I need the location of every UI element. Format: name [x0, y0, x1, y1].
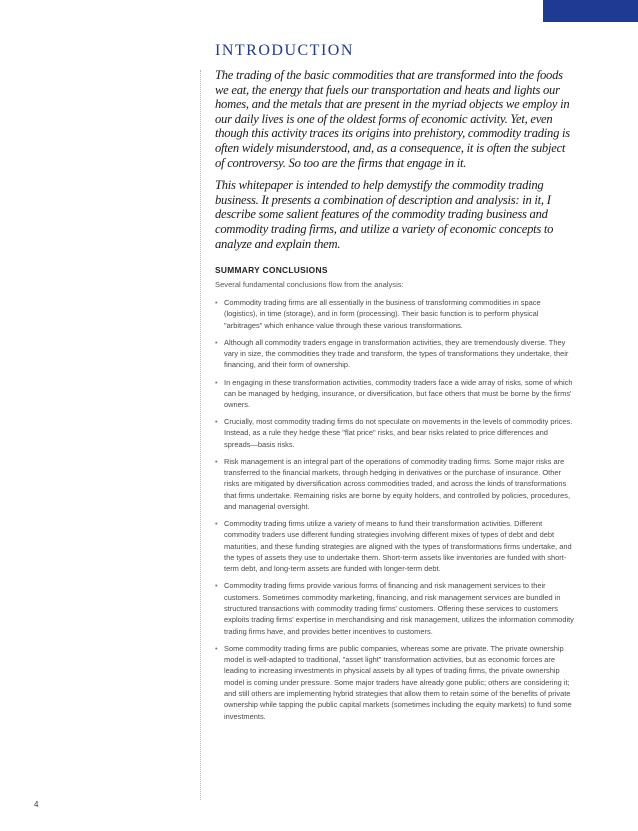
summary-heading: SUMMARY CONCLUSIONS [215, 265, 328, 276]
summary-bullet: • Commodity trading firms utilize a variety of means to fund their transformation activities. Different commodity traders use different funding strategies involving different mixes of types of debt and debt maturities, and these funding strategies are aligned with the types of transformations firms undertake, and the types of assets they use to undertake them. Short-term assets like inventories are funded with short-term debt, and long-term assets are funded with longer-term debt. [215, 518, 575, 574]
top-bar [0, 0, 638, 22]
section-heading: INTRODUCTION [215, 42, 354, 59]
summary-lead: Several fundamental conclusions flow from the analysis: [215, 280, 404, 290]
margin-dotted-rule [200, 70, 201, 800]
page-number: 4 [34, 800, 39, 809]
summary-bullet: • Commodity trading firms are all essentially in the business of transforming commodities in space (logistics), in time (storage), and in form (processing). Their basic function is to perform physical "arbitrages" which enhance value through these various transformations. [215, 297, 575, 331]
summary-bullet-list [215, 297, 575, 722]
summary-bullet: • In engaging in these transformation activities, commodity traders face a wide array of risks, some of which can be managed by hedging, insurance, or diversification, but face others that must be borne by the firms' owners. [215, 377, 575, 411]
intro-paragraph-2: This whitepaper is intended to help demystify the commodity trading business. It presents a combination of description and analysis: in it, I describe some salient features of the commodity trading business and commodity trading firms, and utilize a variety of economic concepts to analyze and explain them. [215, 178, 554, 251]
summary-bullet: • Some commodity trading firms are public companies, whereas some are private. The private ownership model is well-adapted to traditional, "asset light" transformation activities, but as economic forces are leading to increasing investments in physical assets by all types of trading firms, the private ownership model is coming under pressure. Some major traders have already gone public; others are considering it; and still others are implementing hybrid strategies that allow them to retain some of the benefits of private ownership while tapping the public capital markets (sometimes including the equity markets) to fund some investments. [215, 643, 575, 722]
summary-bullet: • Commodity trading firms provide various forms of financing and risk management services to their customers. Sometimes commodity marketing, financing, and risk management services are bundled in structured transactions with commodity trading firms' customers. Offering these services to customers exploits trading firms' expertise in merchandising and risk management, utilizes the information commodity trading firms have, and provides better incentives to customers. [215, 580, 575, 636]
summary-bullet: • Risk management is an integral part of the operations of commodity trading firms. Some major risks are transferred to the financial markets, through hedging in derivatives or the purchase of insurance. Other risks are mitigated by diversification across commodities traded, and across the kinds of transformations that firms undertake. Remaining risks are borne by equity holders, and controlled by policies, procedures, and managerial oversight. [215, 456, 575, 512]
summary-bullet: • Although all commodity traders engage in transformation activities, they are tremendously diverse. They vary in size, the commodities they trade and transform, the types of transformations they undertake, their financing, and their form of ownership. [215, 337, 575, 371]
intro-paragraph-1: The trading of the basic commodities that are transformed into the foods we eat, the energy that fuels our transportation and heats and lights our homes, and the metals that are present in the myriad objects we employ in our daily lives is one of the oldest forms of economic activity. Yet, even though this activity traces its origins into prehistory, commodity trading is often widely misunderstood, and, as a consequence, it is often the subject of controversy. So too are the firms that engage in it. [215, 68, 570, 170]
page-content [215, 42, 575, 728]
summary-bullet: • Crucially, most commodity trading firms do not speculate on movements in the levels of commodity prices. Instead, as a rule they hedge these "flat price" risks, and bear risks related to price differences and spreads—basis risks. [215, 416, 575, 450]
header-accent-block [543, 0, 638, 22]
